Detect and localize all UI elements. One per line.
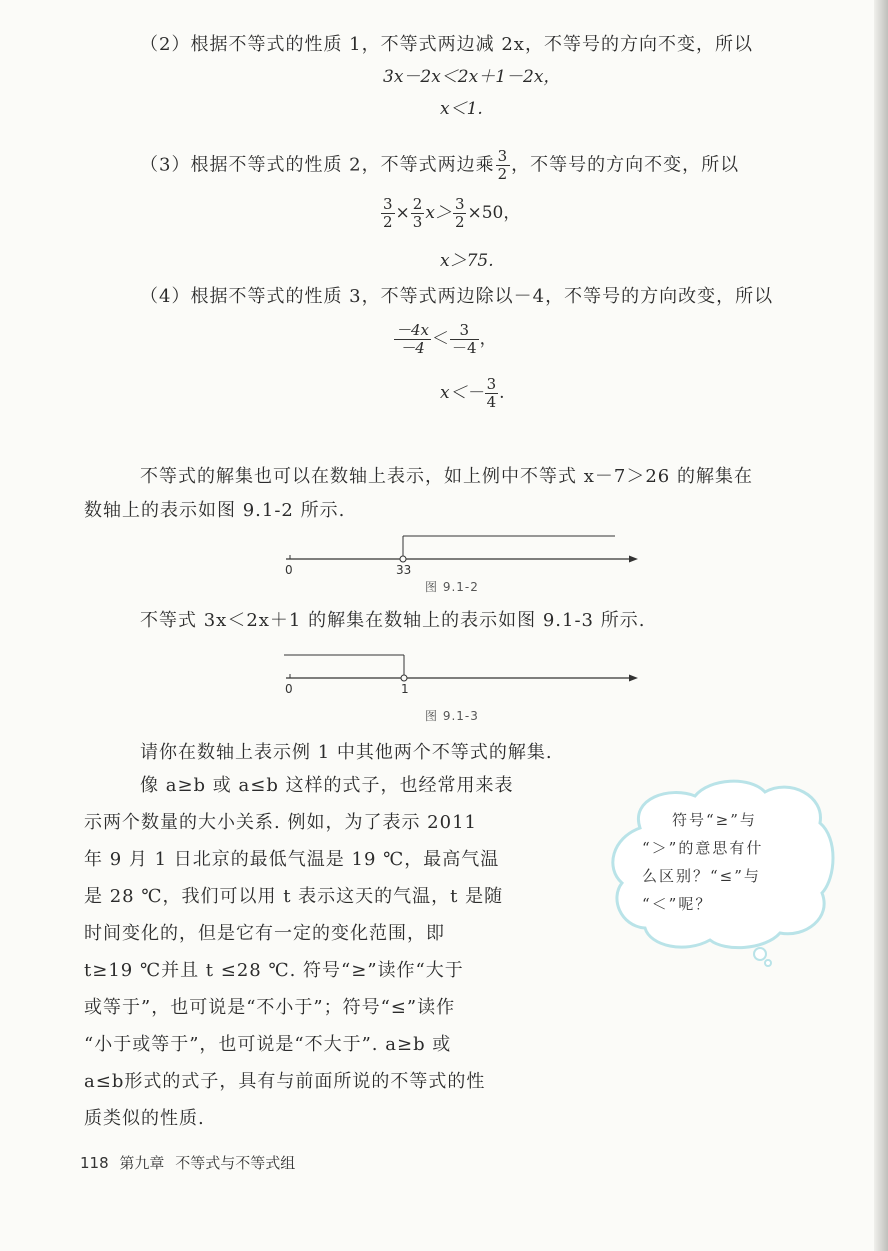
fraction-denominator: －4	[400, 339, 425, 357]
cloud-line-1: 符号“≥”与	[672, 811, 757, 829]
para4-line-4: 是 28 ℃，我们可以用 t 表示这天的气温，t 是随	[84, 886, 504, 907]
tick-label-33: 33	[396, 563, 412, 577]
number-line-figure-1	[280, 530, 650, 575]
fraction-denominator: 4	[486, 393, 497, 411]
chapter-title: 不等式与不等式组	[175, 1154, 296, 1172]
fraction-numerator: 3	[497, 147, 509, 165]
equation-end: ×50，	[467, 203, 521, 223]
equation-end: .	[499, 383, 505, 403]
fraction-denominator: 2	[383, 213, 393, 231]
page-footer	[80, 1152, 301, 1173]
cloud-line-2: “＞”的意思有什	[642, 839, 764, 857]
paragraph-figure-2-intro: 不等式 3x＜2x＋1 的解集在数轴上的表示如图 9.1-3 所示.	[140, 610, 646, 631]
page-edge-shadow	[874, 0, 888, 1251]
fraction-numerator: 3	[486, 375, 497, 393]
para4-line-10: 质类似的性质.	[84, 1108, 205, 1129]
axis-arrow	[629, 556, 638, 563]
step3-equation-2: x＞75.	[440, 251, 494, 271]
fraction-numerator: 3	[450, 322, 479, 340]
open-circle	[401, 675, 407, 681]
step3-text	[140, 148, 739, 183]
step4-equation-2	[440, 376, 505, 411]
para4-line-6: t≥19 ℃并且 t ≤28 ℃. 符号“≥”读作“大于	[84, 960, 464, 981]
page-number: 118	[80, 1154, 109, 1172]
para4-line-9: a≤b形式的式子，具有与前面所说的不等式的性	[84, 1071, 486, 1092]
fraction-denominator: －4	[452, 339, 477, 357]
paragraph-number-line-line1: 不等式的解集也可以在数轴上表示，如上例中不等式 x－7＞26 的解集在	[140, 466, 753, 487]
tick-label-0: 0	[285, 682, 293, 696]
fraction-numerator: －4x	[396, 321, 430, 339]
step3-text-pre: （3）根据不等式的性质 2，不等式两边乘	[140, 154, 495, 176]
tick-label-1: 1	[401, 682, 409, 696]
cloud-line-4: “＜”呢？	[642, 895, 713, 913]
step2-text: （2）根据不等式的性质 1，不等式两边减 2x，不等号的方向不变，所以	[140, 34, 753, 55]
paragraph-exercise: 请你在数轴上表示例 1 中其他两个不等式的解集.	[140, 742, 553, 763]
chapter-label: 第九章	[119, 1154, 165, 1172]
para4-line-2: 示两个数量的大小关系. 例如，为了表示 2011	[84, 812, 477, 833]
para4-line-8: “小于或等于”，也可说是“不大于”. a≥b 或	[84, 1034, 452, 1055]
number-line-figure-2	[280, 645, 650, 690]
equation-end: ，	[479, 329, 497, 349]
step2-equation-1: 3x－2x＜2x＋1－2x，	[383, 67, 561, 87]
inequality-op: ＜	[432, 329, 450, 349]
para4-line-3: 年 9 月 1 日北京的最低气温是 19 ℃，最高气温	[84, 849, 500, 870]
step3-text-post: ，不等号的方向不变，所以	[511, 154, 740, 176]
times-sign: ×	[395, 203, 410, 223]
step4-text: （4）根据不等式的性质 3，不等式两边除以－4，不等号的方向改变，所以	[140, 286, 774, 307]
step4-equation-1	[393, 322, 497, 357]
fraction-numerator: 3	[383, 195, 393, 213]
fraction-denominator: 2	[497, 165, 509, 183]
inequality-pre: x＜－	[440, 383, 484, 403]
fraction-numerator: 2	[412, 195, 423, 213]
open-circle	[400, 556, 406, 562]
step3-fraction	[496, 148, 511, 183]
inequality-op: x＞	[425, 203, 452, 223]
fraction-denominator: 3	[412, 213, 423, 231]
step3-equation-1	[380, 196, 520, 231]
tick-label-0: 0	[285, 563, 293, 577]
figure-caption-2: 图 9.1-3	[425, 709, 479, 723]
para4-line-7: 或等于”，也可说是“不小于”；符号“≤”读作	[84, 997, 456, 1018]
cloud-bubble-2	[765, 960, 771, 966]
fraction-denominator: 2	[454, 213, 465, 231]
figure-caption-1: 图 9.1-2	[425, 580, 479, 594]
axis-arrow	[629, 675, 638, 682]
cloud-bubble-1	[754, 948, 766, 960]
para4-line-5: 时间变化的，但是它有一定的变化范围，即	[84, 923, 445, 944]
paragraph-number-line-line2: 数轴上的表示如图 9.1-2 所示.	[84, 500, 346, 521]
fraction-numerator: 3	[454, 195, 465, 213]
para4-line-1: 像 a≥b 或 a≤b 这样的式子，也经常用来表	[140, 775, 514, 796]
step2-equation-2: x＜1.	[440, 99, 483, 119]
cloud-line-3: 么区别？“≤”与	[642, 867, 761, 885]
